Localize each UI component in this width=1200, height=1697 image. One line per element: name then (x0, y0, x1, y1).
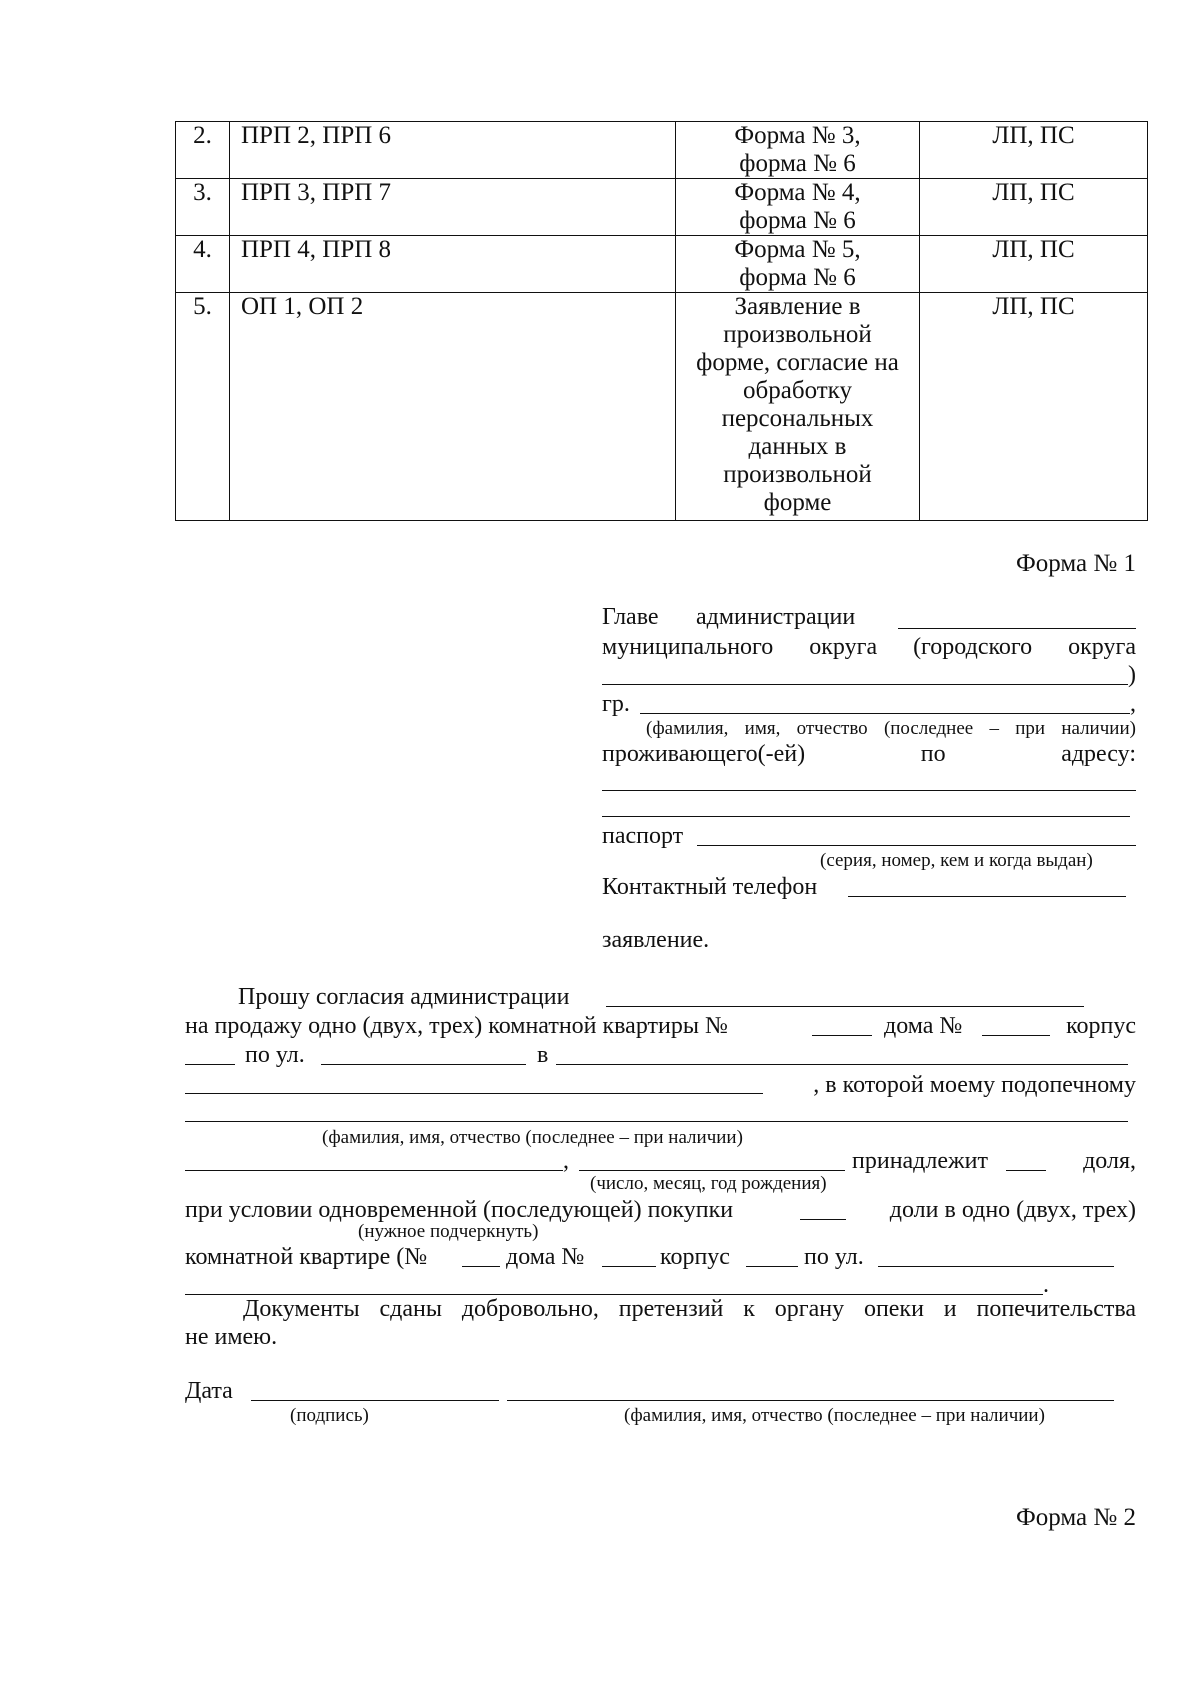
residing-line (602, 740, 1136, 768)
statement-word: сданы (379, 1296, 442, 1322)
statement-word: к (743, 1296, 755, 1322)
row-code: ПРП 2, ПРП 6 (230, 122, 676, 179)
doc-line: форма № 6 (739, 264, 856, 291)
addressee-word: Главе (602, 604, 659, 630)
doc-line: данных в (748, 433, 847, 460)
city-field-continued[interactable] (185, 1093, 763, 1094)
table-row (176, 122, 1148, 179)
signature-field[interactable] (251, 1400, 499, 1401)
passport-hint: (серия, номер, кем и когда выдан) (820, 850, 1093, 871)
row-documents (676, 236, 920, 293)
building-number-field[interactable] (185, 1064, 235, 1065)
signer-name-field[interactable] (507, 1400, 1114, 1401)
hint-word: имя, (744, 718, 781, 739)
birth-hint: (число, месяц, год рождения) (590, 1173, 827, 1194)
addressee-word: округа (809, 634, 878, 660)
citizen-comma: , (1130, 691, 1136, 717)
purchase-text-end: доли в одно (двух, трех) (889, 1197, 1136, 1223)
building-label: корпус (1066, 1013, 1136, 1039)
addressee-word: округа (1068, 634, 1136, 660)
new-apartment-number-field[interactable] (462, 1266, 500, 1267)
row-submitter: ЛП, ПС (920, 293, 1148, 521)
statement-word: органу (774, 1296, 845, 1322)
doc-line: Форма № 5, (734, 236, 861, 263)
row-number: 4. (176, 236, 230, 293)
address-field-1[interactable] (602, 790, 1136, 791)
form-heading: заявление. (602, 927, 710, 953)
ward-name-field-2[interactable] (185, 1170, 563, 1171)
table-row (176, 179, 1148, 236)
docs-statement (243, 1295, 1136, 1323)
form2-title: Форма № 2 (1016, 1504, 1136, 1531)
city-field[interactable] (556, 1064, 1128, 1065)
fio-hint (646, 718, 1136, 740)
row-documents (676, 293, 920, 521)
row-number: 3. (176, 179, 230, 236)
addressee-word: администрации (696, 604, 856, 630)
apartment-number-field[interactable] (812, 1035, 872, 1036)
citizen-prefix: гр. (602, 691, 630, 717)
period: . (1043, 1272, 1049, 1298)
row-documents (676, 179, 920, 236)
statement-word: претензий (618, 1296, 724, 1322)
street-label: по ул. (245, 1042, 305, 1068)
row-code: ПРП 3, ПРП 7 (230, 179, 676, 236)
street-field[interactable] (321, 1064, 526, 1065)
in-label: в (537, 1042, 549, 1068)
underline-hint: (нужное подчеркнуть) (358, 1221, 539, 1242)
row-code: ОП 1, ОП 2 (230, 293, 676, 521)
request-start: Прошу согласия администрации (238, 984, 570, 1010)
ward-text: , в которой моему подопечному (813, 1072, 1136, 1098)
row-submitter: ЛП, ПС (920, 122, 1148, 179)
statement-word: добровольно, (461, 1296, 599, 1322)
owns-label: принадлежит (852, 1148, 988, 1174)
table-row (176, 236, 1148, 293)
statement-word: попечительства (976, 1296, 1136, 1322)
close-paren: ) (1128, 662, 1136, 688)
row-number: 5. (176, 293, 230, 521)
doc-line: форма № 6 (739, 150, 856, 177)
form1-title: Форма № 1 (1016, 550, 1136, 577)
signer-name-hint: (фамилия, имя, отчество (последнее – при наличии) (624, 1405, 1045, 1426)
addressee-word: муниципального (602, 634, 774, 660)
residing-word: проживающего(-ей) (602, 741, 806, 767)
doc-line: обработку (743, 377, 852, 404)
hint-word: (фамилия, (646, 718, 729, 739)
purchase-text: при условии одновременной (последующей) покупки (185, 1197, 734, 1223)
administration-name-field[interactable] (898, 628, 1136, 629)
doc-line: Заявление в (734, 293, 861, 320)
hint-word: – (989, 718, 999, 739)
doc-line: произвольной (723, 461, 872, 488)
addressee-word: (городского (913, 634, 1033, 660)
share-field[interactable] (1006, 1170, 1046, 1171)
phone-field[interactable] (848, 896, 1126, 897)
new-street-field[interactable] (878, 1266, 1114, 1267)
doc-line: форме (763, 489, 832, 516)
statement-word: Документы (243, 1296, 360, 1322)
house-label: дома № (884, 1013, 963, 1039)
date-label: Дата (185, 1378, 233, 1404)
street-label: по ул. (804, 1244, 864, 1270)
table-row (176, 293, 1148, 521)
hint-word: наличии) (1061, 718, 1136, 739)
doc-line: форма № 6 (739, 207, 856, 234)
administration-field[interactable] (606, 1006, 1084, 1007)
doc-line: Форма № 3, (734, 122, 861, 149)
address-field-2[interactable] (602, 816, 1130, 817)
row-code: ПРП 4, ПРП 8 (230, 236, 676, 293)
hint-word: (последнее (883, 718, 974, 739)
documents-table (175, 121, 1148, 521)
building-label: корпус (660, 1244, 730, 1270)
hint-word: при (1015, 718, 1046, 739)
statement-word: и (943, 1296, 957, 1322)
residing-word: адресу: (1061, 741, 1136, 767)
row-number: 2. (176, 122, 230, 179)
birth-date-field[interactable] (579, 1170, 845, 1171)
sale-text: на продажу одно (двух, трех) комнатной квартиры № (185, 1013, 728, 1039)
house-label: дома № (506, 1244, 585, 1270)
district-name-field[interactable] (602, 684, 1128, 685)
doc-line: форме, согласие на (696, 349, 899, 376)
house-number-field[interactable] (982, 1035, 1050, 1036)
row-submitter: ЛП, ПС (920, 236, 1148, 293)
new-apartment-text: комнатной квартире (№ (185, 1244, 428, 1270)
new-building-field[interactable] (746, 1266, 798, 1267)
share-label: доля, (1083, 1148, 1136, 1174)
fio-hint: (фамилия, имя, отчество (последнее – при наличии) (322, 1127, 743, 1148)
passport-label: паспорт (602, 823, 684, 849)
docs-statement-end: не имею. (185, 1324, 278, 1350)
signature-hint: (подпись) (290, 1405, 369, 1426)
row-documents (676, 122, 920, 179)
ward-name-field[interactable] (185, 1121, 1128, 1122)
hint-word: отчество (796, 718, 868, 739)
phone-label: Контактный телефон (602, 874, 818, 900)
passport-field[interactable] (697, 845, 1136, 846)
new-house-number-field[interactable] (602, 1266, 656, 1267)
doc-line: Форма № 4, (734, 179, 861, 206)
comma: , (563, 1148, 569, 1174)
doc-line: произвольной (723, 321, 872, 348)
citizen-name-field[interactable] (640, 713, 1130, 714)
statement-word: опеки (863, 1296, 924, 1322)
residing-word: по (920, 741, 946, 767)
purchase-share-field[interactable] (800, 1219, 846, 1220)
doc-line: персональных (721, 405, 874, 432)
addressee-line2 (602, 633, 1136, 661)
row-submitter: ЛП, ПС (920, 179, 1148, 236)
